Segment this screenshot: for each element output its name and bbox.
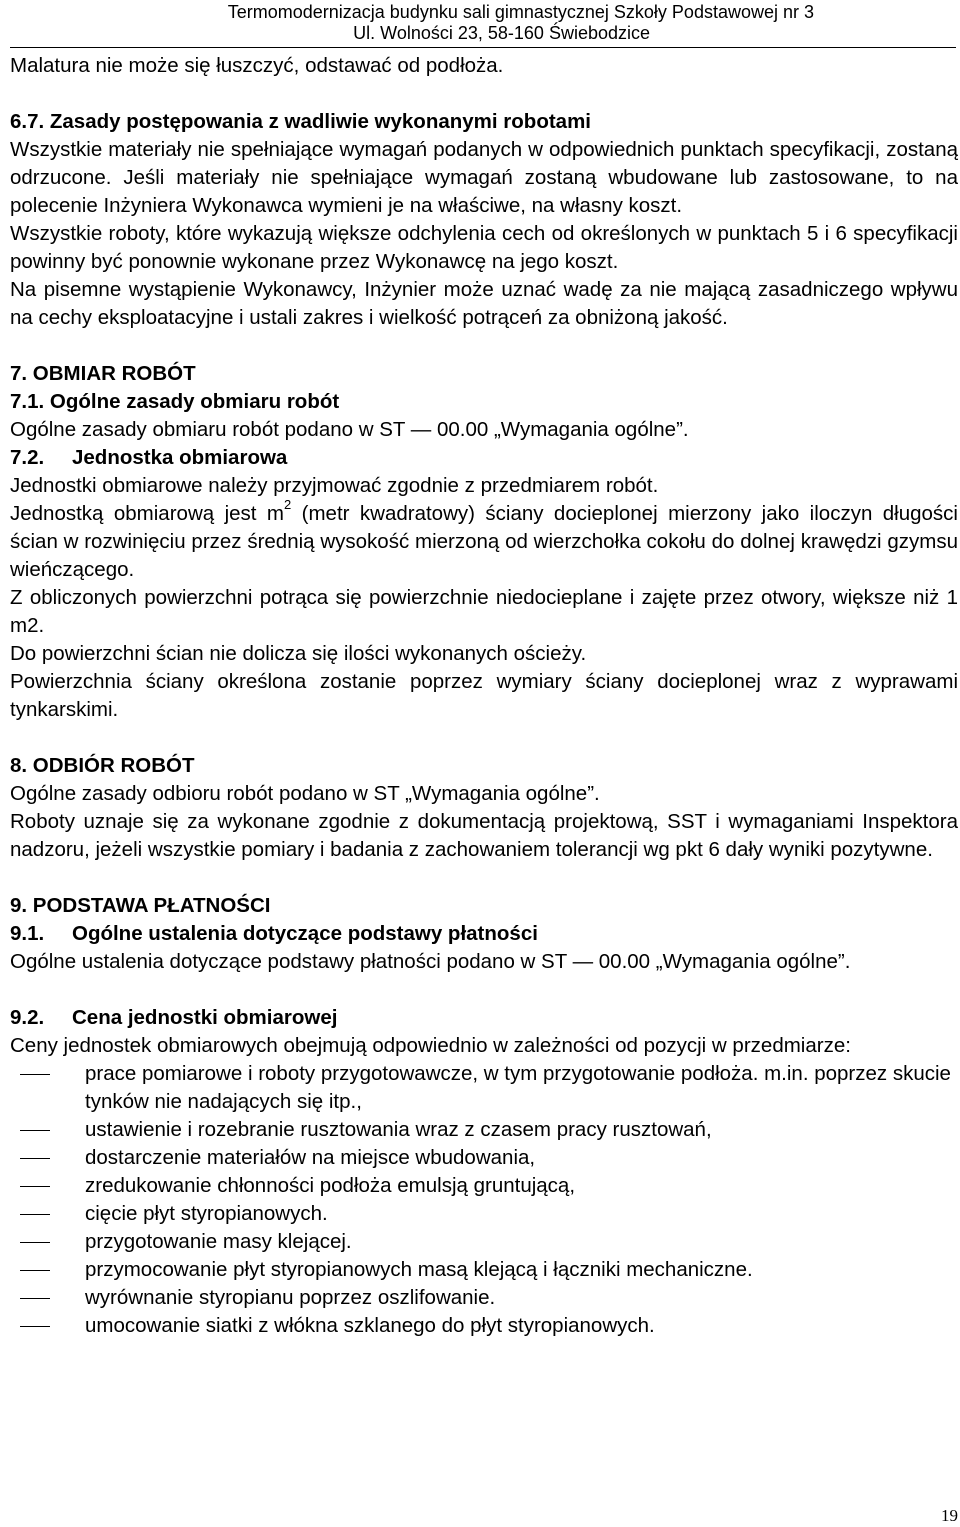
- heading-9-2: [10, 1004, 958, 1032]
- paragraph-malatura: Malatura nie może się łuszczyć, odstawać od podłoża.: [10, 54, 504, 77]
- paragraph-written-request: Na pisemne wystąpienie Wykonawcy, Inżynier może uznać wadę za nie mającą zasadniczego wpływu na cechy eksploatacyjne i ustali zakres i wielkość potrąceń za obniżoną jakość.: [10, 278, 958, 329]
- list-item: zredukowanie chłonności podłoża emulsją gruntującą,: [85, 1174, 576, 1197]
- list-item: przymocowanie płyt styropianowych masą klejącą i łączniki mechaniczne.: [85, 1258, 753, 1281]
- list-item: ustawienie i rozebranie rusztowania wraz z czasem pracy rusztowań,: [85, 1118, 712, 1141]
- heading-9-1: [10, 920, 958, 948]
- header-address: Ul. Wolności 23, 58-160 Świebodzice: [353, 23, 650, 43]
- paragraph-payment-rules: Ogólne ustalenia dotyczące podstawy płatności podano w ST — 00.00 „Wymagania ogólne”.: [10, 950, 851, 973]
- list-item: cięcie płyt styropianowych.: [85, 1202, 328, 1225]
- heading-7-2-number: 7.2.: [10, 446, 45, 469]
- paragraph-acceptance-rules: Ogólne zasady odbioru robót podano w ST „Wymagania ogólne”.: [10, 782, 600, 805]
- page-header: [0, 0, 960, 48]
- heading-7: 7. OBMIAR ROBÓT: [10, 362, 196, 385]
- paragraph-measurement-rules: Ogólne zasady obmiaru robót podano w ST — 00.00 „Wymagania ogólne”.: [10, 418, 689, 441]
- list-item: prace pomiarowe i roboty przygotowawcze, w tym przygotowanie podłoża. m.in. poprzez skucie tynków nie nadających się itp.,: [85, 1062, 951, 1113]
- header-rule: [10, 47, 956, 48]
- heading-9: 9. PODSTAWA PŁATNOŚCI: [10, 894, 271, 917]
- list-item: wyrównanie styropianu poprzez oszlifowanie.: [85, 1286, 496, 1309]
- paragraph-unit-prices: Ceny jednostek obmiarowych obejmują odpowiednio w zależności od pozycji w przedmiarze:: [10, 1034, 851, 1057]
- unit-definition-part1: Jednostką obmiarową jest m: [10, 502, 284, 525]
- heading-9-1-text: Ogólne ustalenia dotyczące podstawy płatności: [72, 922, 538, 945]
- list-item: umocowanie siatki z włókna szklanego do płyt styropianowych.: [85, 1314, 655, 1337]
- list-item: przygotowanie masy klejącej.: [85, 1230, 352, 1253]
- paragraph-wall-area: Powierzchnia ściany określona zostanie poprzez wymiary ściany docieplonej wraz z wyprawami tynkarskimi.: [10, 670, 958, 721]
- paragraph-works-deviation: Wszystkie roboty, które wykazują większe odchylenia cech od określonych w punktach 5 i 6 specyfikacji powinny być ponownie wykonane przez Wykonawcę na jego koszt.: [10, 222, 958, 273]
- paragraph-acceptance: Roboty uznaje się za wykonane zgodnie z dokumentacją projektową, SST i wymaganiami Inspektora nadzoru, jeżeli wszystkie pomiary i badania z zachowaniem tolerancji wg pkt 6 dały wyniki pozytywne.: [10, 810, 958, 861]
- list-item: dostarczenie materiałów na miejsce wbudowania,: [85, 1146, 536, 1169]
- heading-7-2-text: Jednostka obmiarowa: [72, 446, 288, 469]
- heading-6-7: 6.7. Zasady postępowania z wadliwie wykonanymi robotami: [10, 110, 591, 133]
- unit-superscript: 2: [283, 497, 292, 513]
- heading-9-2-number: 9.2.: [10, 1006, 45, 1029]
- document-body: [10, 52, 958, 1340]
- header-title: Termomodernizacja budynku sali gimnastycznej Szkoły Podstawowej nr 3: [227, 2, 814, 22]
- price-components-list: [10, 1060, 958, 1340]
- heading-7-2: [10, 444, 958, 472]
- paragraph-units: Jednostki obmiarowe należy przyjmować zgodnie z przedmiarem robót.: [10, 474, 659, 497]
- heading-8: 8. ODBIÓR ROBÓT: [10, 754, 195, 777]
- page-number: 19: [941, 1506, 958, 1525]
- unit-definition-part2: (metr kwadratowy) ściany docieplonej mierzony jako iloczyn długości ścian w rozwinięciu przez średnią wysokość mierzoną od wierzchołka cokołu do dolnej krawędzi gzymsu wieńczącego.: [10, 502, 958, 581]
- paragraph-unit-definition: [10, 497, 958, 584]
- paragraph-materials: Wszystkie materiały nie spełniające wymagań podanych w odpowiednich punktach specyfikacji, zostaną odrzucone. Jeśli materiały nie spełniające wymagań zostaną wbudowane lub zastosowane, to na polecenie Inżyniera Wykonawca wymieni je na właściwe, na własny koszt.: [10, 138, 958, 217]
- heading-9-1-number: 9.1.: [10, 922, 45, 945]
- heading-7-1: 7.1. Ogólne zasady obmiaru robót: [10, 390, 340, 413]
- paragraph-reveals: Do powierzchni ścian nie dolicza się ilości wykonanych ościeży.: [10, 642, 587, 665]
- heading-9-2-text: Cena jednostki obmiarowej: [72, 1006, 338, 1029]
- paragraph-deductions: Z obliczonych powierzchni potrąca się powierzchnie niedocieplane i zajęte przez otwory, większe niż 1 m2.: [10, 586, 958, 637]
